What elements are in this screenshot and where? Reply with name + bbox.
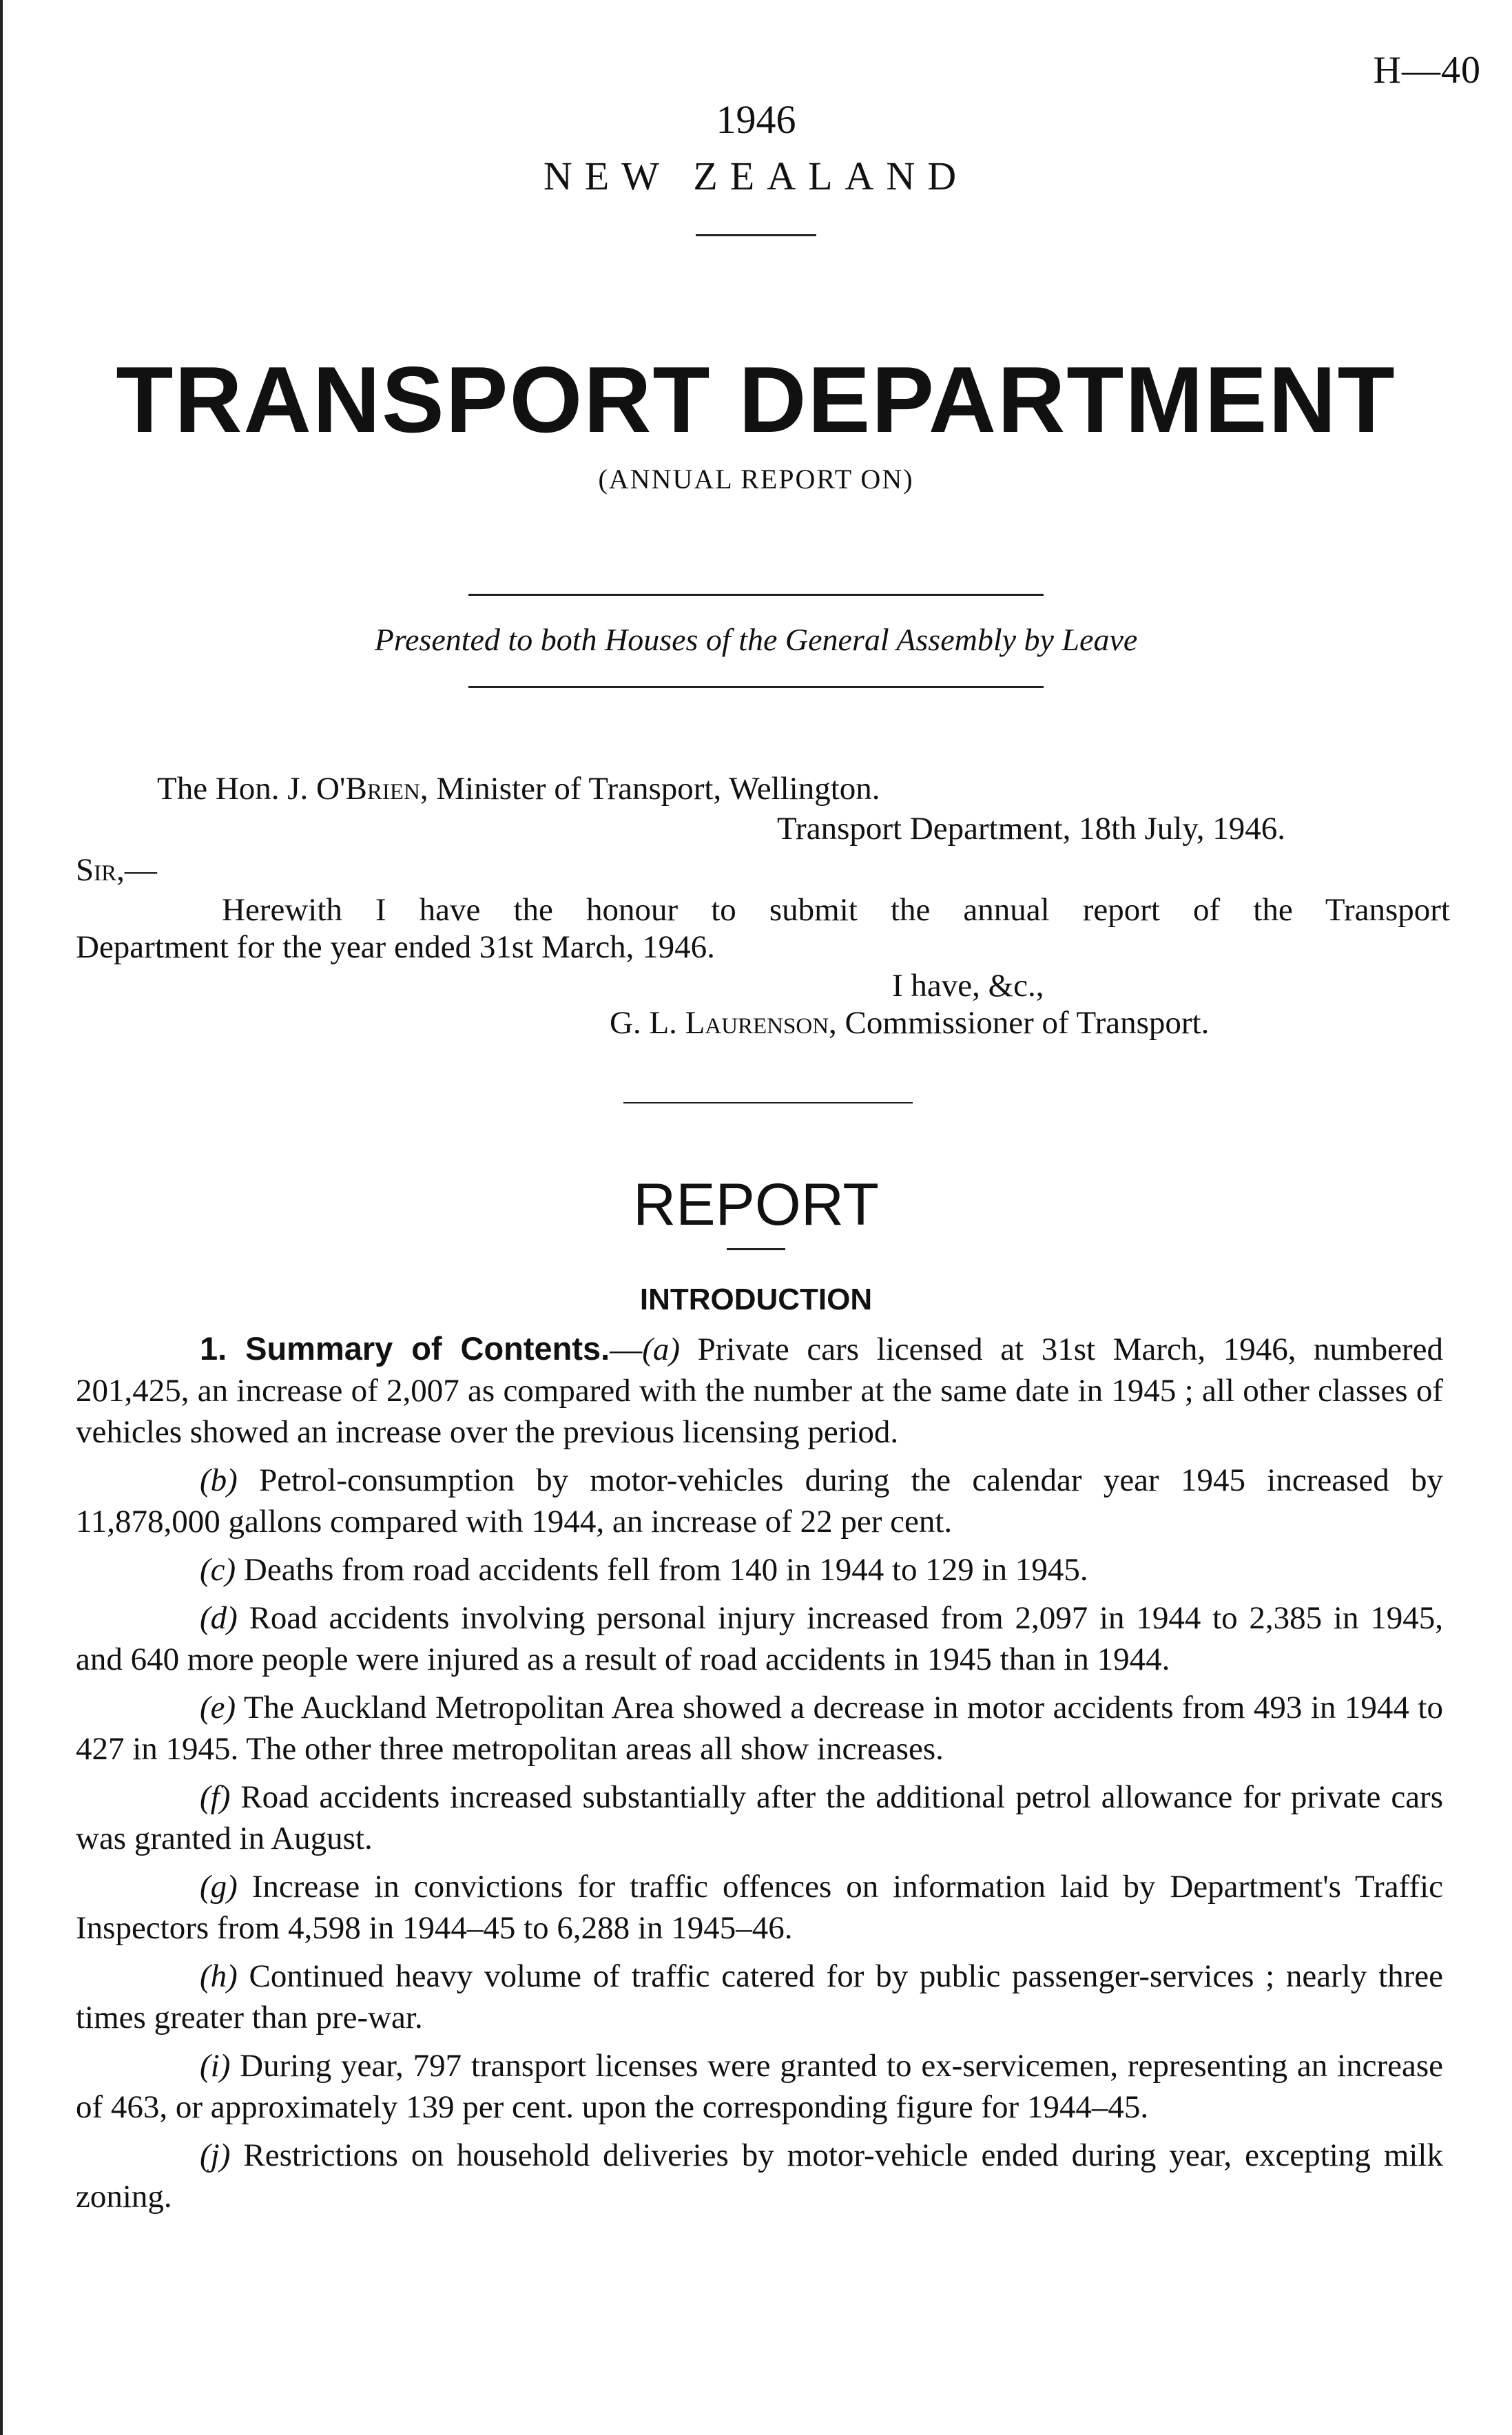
- letter-addressee: The Hon. J. O'Brien, Minister of Transport, Wellington.: [157, 771, 880, 807]
- summary-section: [76, 1328, 1443, 2217]
- section-heading: INTRODUCTION: [639, 1283, 873, 1316]
- report-heading: REPORT: [633, 1172, 879, 1238]
- presented-line: Presented to both Houses of the General Assembly by Leave: [374, 622, 1138, 657]
- country-name: NEW ZEALAND: [543, 154, 969, 198]
- divider-letter-end: [623, 1102, 913, 1103]
- report-year: 1946: [716, 97, 796, 142]
- divider-short-top: [696, 234, 816, 236]
- divider-report: [727, 1248, 785, 1250]
- paper-number: H—40: [1373, 49, 1481, 92]
- letter-closing: I have, &c.,: [892, 968, 1044, 1004]
- document-title: TRANSPORT DEPARTMENT: [116, 347, 1396, 452]
- letter-body-line-1: Herewith I have the honour to submit the annual report of the Transport: [222, 892, 1450, 928]
- letter-body-line-2: Department for the year ended 31st March, 1946.: [76, 929, 715, 965]
- letter-salutation: Sir,—: [76, 852, 157, 888]
- summary-item-g: (g) Increase in convictions for traffic offences on information laid by Department's Traffic Inspectors from 4,598 in 1944–45 to 6,288 in 1945–46.: [76, 1869, 1443, 1946]
- summary-heading: 1. Summary of Contents.: [200, 1330, 610, 1367]
- summary-item-e: (e) The Auckland Metropolitan Area showed a decrease in motor accidents from 493 in 1944 to 427 in 1945. The other three metropolitan areas all show increases.: [76, 1690, 1443, 1767]
- summary-item-j: (j) Restrictions on household deliveries by motor-vehicle ended during year, excepting milk zoning.: [76, 2137, 1443, 2215]
- divider-presented-bottom: [468, 686, 1044, 688]
- divider-presented-top: [468, 594, 1044, 596]
- summary-item-c: (c) Deaths from road accidents fell from 140 in 1944 to 129 in 1945.: [200, 1552, 1088, 1588]
- summary-item-i: (i) During year, 797 transport licenses were granted to ex-servicemen, representing an increase of 463, or approximately 139 per cent. upon the corresponding figure for 1944–45.: [76, 2048, 1443, 2125]
- summary-item-h: (h) Continued heavy volume of traffic catered for by public passenger-services ; nearly three times greater than pre-war.: [76, 1958, 1443, 2035]
- document-subtitle: (ANNUAL REPORT ON): [598, 464, 914, 495]
- summary-item-f: (f) Road accidents increased substantially after the additional petrol allowance for private cars was granted in August.: [76, 1779, 1443, 1856]
- letter-dateline: Transport Department, 18th July, 1946.: [777, 811, 1286, 847]
- summary-item-d: (d) Road accidents involving personal injury increased from 2,097 in 1944 to 2,385 in 1945, and 640 more people were injured as a result of road accidents in 1945 than in 1944.: [76, 1600, 1443, 1677]
- summary-item-a: 1. Summary of Contents.—(a) Private cars licensed at 31st March, 1946, numbered 201,425, an increase of 2,007 as compared with the number at the same date in 1945 ; all other classes of vehicles showed an increase over the previous licensing period.: [76, 1330, 1443, 1450]
- letter-signatory: G. L. Laurenson, Commissioner of Transport.: [610, 1005, 1210, 1041]
- summary-item-b: (b) Petrol-consumption by motor-vehicles during the calendar year 1945 increased by 11,878,000 gallons compared with 1944, an increase of 22 per cent.: [76, 1462, 1443, 1540]
